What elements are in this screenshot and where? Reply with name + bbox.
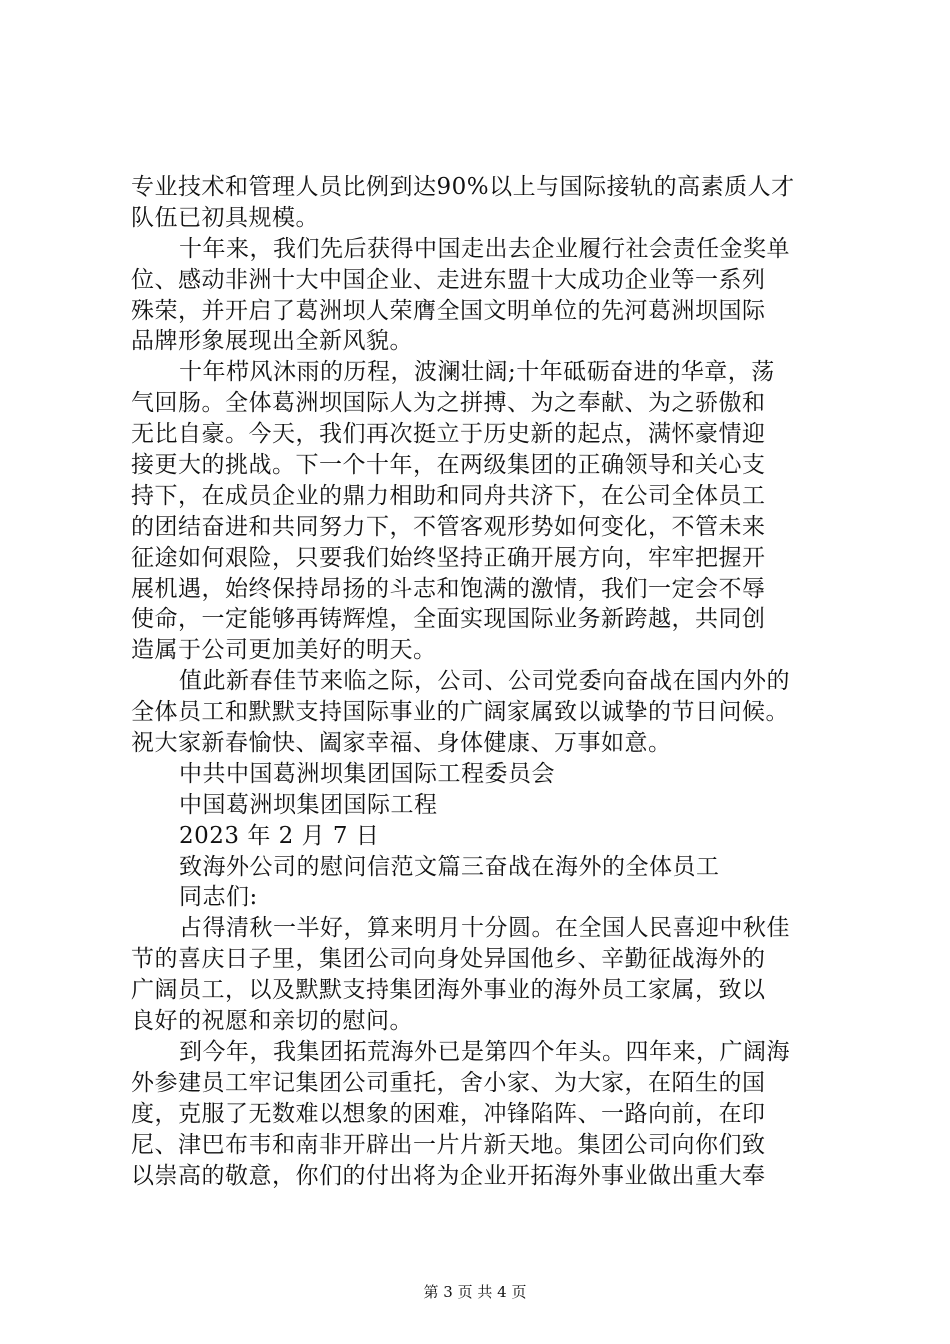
text-line: 征途如何艰险，只要我们始终坚持正确开展方向，牢牢把握开: [131, 544, 766, 571]
salutation: 同志们:: [179, 884, 258, 911]
text-line: 专业技术和管理人员比例到达90%以上与国际接轨的高素质人才: [131, 174, 795, 200]
text-line: 接更大的挑战。下一个十年，在两级集团的正确领导和关心支: [131, 452, 766, 479]
text-line: 造属于公司更加美好的明天。: [131, 637, 437, 664]
signature-company-line: 中国葛洲坝集团国际工程: [179, 791, 438, 818]
text-line: 广阔员工，以及默默支持集团海外事业的海外员工家属，致以: [131, 977, 766, 1004]
text-line: 气回肠。全体葛洲坝国际人为之拼搏、为之奉献、为之骄傲和: [131, 390, 766, 417]
text-line: 以崇高的敬意，你们的付出将为企业开拓海外事业做出重大奉: [131, 1162, 766, 1189]
section-heading: 致海外公司的慰问信范文篇三奋战在海外的全体员工: [179, 853, 720, 880]
text-line: 祝大家新春愉快、阖家幸福、身体健康、万事如意。: [131, 730, 672, 757]
text-line: 展机遇，始终保持昂扬的斗志和饱满的激情，我们一定会不辱: [131, 575, 766, 602]
text-line: 持下，在成员企业的鼎力相助和同舟共济下，在公司全体员工: [131, 482, 766, 509]
text-line: 良好的祝愿和亲切的慰问。: [131, 1008, 413, 1035]
signature-org-line: 中共中国葛洲坝集团国际工程委员会: [179, 760, 555, 787]
text-line: 到今年，我集团拓荒海外已是第四个年头。四年来，广阔海: [179, 1038, 790, 1065]
text-line: 十年来，我们先后获得中国走出去企业履行社会责任金奖单: [179, 235, 790, 262]
document-body: [131, 172, 831, 1191]
text-line: 无比自豪。今天，我们再次挺立于历史新的起点，满怀豪情迎: [131, 421, 766, 448]
text-line: 十年栉风沐雨的历程，波澜壮阔;十年砥砺奋进的华章，荡: [179, 359, 775, 386]
date-line: 2023 年 2 月 7 日: [179, 822, 380, 849]
page-number-footer: 第 3 页 共 4 页: [423, 1283, 527, 1301]
text-line: 全体员工和默默支持国际事业的广阔家属致以诚挚的节日问候。: [131, 699, 789, 726]
text-line: 值此新春佳节来临之际，公司、公司党委向奋战在国内外的: [179, 668, 790, 695]
text-line: 使命，一定能够再铸辉煌，全面实现国际业务新跨越，共同创: [131, 606, 766, 633]
text-line: 的团结奋进和共同努力下，不管客观形势如何变化，不管未来: [131, 513, 766, 540]
text-line: 品牌形象展现出全新风貌。: [131, 328, 413, 355]
text-line: 队伍已初具规模。: [131, 204, 319, 231]
text-line: 外参建员工牢记集团公司重托，舍小家、为大家，在陌生的国: [131, 1069, 766, 1096]
text-line: 位、感动非洲十大中国企业、走进东盟十大成功企业等一系列: [131, 266, 766, 293]
text-line: 殊荣，并开启了葛洲坝人荣膺全国文明单位的先河葛洲坝国际: [131, 297, 766, 324]
text-line: 占得清秋一半好，算来明月十分圆。在全国人民喜迎中秋佳: [179, 915, 790, 942]
text-line: 尼、津巴布韦和南非开辟出一片片新天地。集团公司向你们致: [131, 1131, 766, 1158]
text-line: 节的喜庆日子里，集团公司向身处异国他乡、辛勤征战海外的: [131, 946, 766, 973]
text-line: 度，克服了无数难以想象的困难，冲锋陷阵、一路向前，在印: [131, 1100, 766, 1127]
